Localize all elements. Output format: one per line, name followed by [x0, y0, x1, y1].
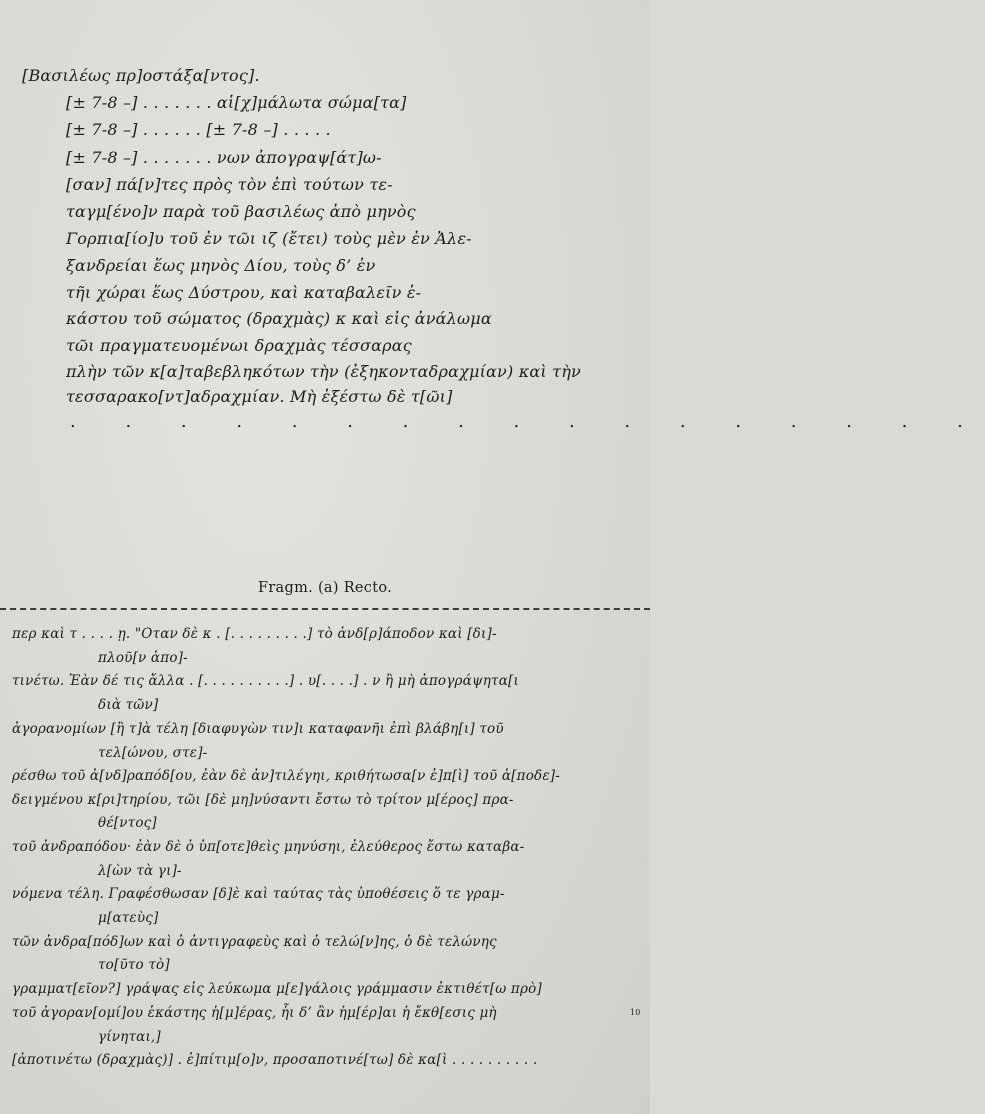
- text-line: [± 7-8 –] . . . . . . . νων ἀπογραψ[άτ]ω-: [66, 148, 382, 167]
- text-line: ξανδρείαι ἕως μηνὸς Δίου, τοὺς δ’ ἐν: [66, 256, 376, 275]
- text-line: δειγμένου κ[ρι]τηρίου, τῶι [δὲ μη]νύσαντι ἔστω τὸ τρίτον μ[έρος] πρα-: [12, 792, 514, 808]
- text-line: γίνηται,]: [98, 1029, 161, 1045]
- text-line: πλὴν τῶν κ[α]ταβεβληκότων τὴν (ἑξηκονταδραχμίαν) καὶ τὴν: [66, 362, 581, 381]
- text-line: λ[ὼν τὰ γι]-: [98, 863, 182, 879]
- text-line: το[ῦτο τὸ]: [98, 957, 170, 973]
- text-line: τινέτω. Ἐὰν δέ τις ἄλλα . [. . . . . . . . . .] . υ[. . . .] . ν ἢ μὴ ἀπογράψητα[ι: [12, 673, 519, 689]
- text-line: τεσσαρακο[ντ]αδραχμίαν. Μὴ ἐξέστω δὲ τ[ῶι]: [66, 387, 453, 406]
- text-line: θέ[ντος]: [98, 815, 157, 831]
- text-line: γραμματ[εῖον?] γράψας εἰς λεύκωμα μ[ε]γάλοις γράμμασιν ἐκτιθέτ[ω πρὸ]: [12, 981, 542, 997]
- text-line: [± 7-8 –] . . . . . . [± 7-8 –] . . . . .: [66, 120, 331, 139]
- text-line: τελ[ώνου, στε]-: [98, 745, 208, 761]
- text-line: πλοῦ[ν ἀπο]-: [98, 650, 188, 666]
- text-line: διὰ τῶν]: [98, 697, 159, 713]
- lacuna-dots: . . . . . . . . . . . . . . . . .: [70, 411, 985, 432]
- text-line: [ἀποτινέτω (δραχμὰς)] . ἐ]πίτιμ[ο]ν, προσαποτινέ[τω] δὲ κα[ὶ . . . . . . . . . .: [12, 1052, 538, 1068]
- text-line: μ[ατεὺς]: [98, 910, 159, 926]
- text-line: [Βασιλέως πρ]οστάξα[ντος].: [22, 66, 260, 85]
- text-line: περ καὶ τ . . . . ῃ. "Οταν δὲ κ . [. . . . . . . . .] τὸ ἀνδ[ρ]άποδον καὶ [δι]-: [12, 626, 497, 642]
- text-line: τῶι πραγματευομένωι δραχμὰς τέσσαρας: [66, 336, 412, 355]
- line-number: 10: [630, 1008, 641, 1017]
- text-line: [± 7-8 –] . . . . . . . αἱ[χ]μάλωτα σώμα[τα]: [66, 93, 407, 112]
- text-line: τοῦ ἀνδραπόδου· ἐὰν δὲ ὁ ὑπ[οτε]θεὶς μηνύσηι, ἐλεύθερος ἔστω καταβα-: [12, 839, 525, 855]
- text-line: τῶν ἀνδρα[πόδ]ων καὶ ὁ ἀντιγραφεὺς καὶ ὁ τελώ[ν]ης, ὁ δὲ τελώνης: [12, 934, 497, 950]
- text-line: τοῦ ἀγοραν[ομί]ου ἑκάστης ἡ[μ]έρας, ἧι δ’ ἂν ἡμ[έρ]αι ἡ ἔκθ[εσις μὴ: [12, 1005, 497, 1021]
- text-line: τῆι χώραι ἕως Δύστρου, καὶ καταβαλεῖν ἑ-: [66, 283, 422, 302]
- text-line: [σαν] πά[ν]τες πρὸς τὸν ἐπὶ τούτων τε-: [66, 175, 393, 194]
- text-line: Γορπια[ίο]υ τοῦ ἐν τῶι ιζ (ἔτει) τοὺς μὲν ἐν Ἀλε-: [66, 229, 472, 248]
- section-heading: Fragm. (a) Recto.: [257, 580, 393, 596]
- text-line: ταγμ[ένο]ν παρὰ τοῦ βασιλέως ἀπὸ μηνὸς: [66, 202, 416, 221]
- text-line: ἀγορανομίων [ἢ τ]ὰ τέλη [διαφυγὼν τιν]ι καταφανῆι ἐπὶ βλάβη[ι] τοῦ: [12, 721, 504, 737]
- dashed-divider: [0, 608, 650, 610]
- text-line: κάστου τοῦ σώματος (δραχμὰς) κ καὶ εἰς ἀνάλωμα: [66, 309, 492, 328]
- text-line: ρέσθω τοῦ ἀ[νδ]ραπόδ[ου, ἐὰν δὲ ἀν]τιλέγηι, κριθήτωσα[ν ἐ]π[ὶ] τοῦ ἀ[ποδε]-: [12, 768, 561, 784]
- text-line: νόμενα τέλη. Γραφέσθωσαν [δ]ὲ καὶ ταύτας τὰς ὑποθέσεις ὅ τε γραμ-: [12, 886, 505, 902]
